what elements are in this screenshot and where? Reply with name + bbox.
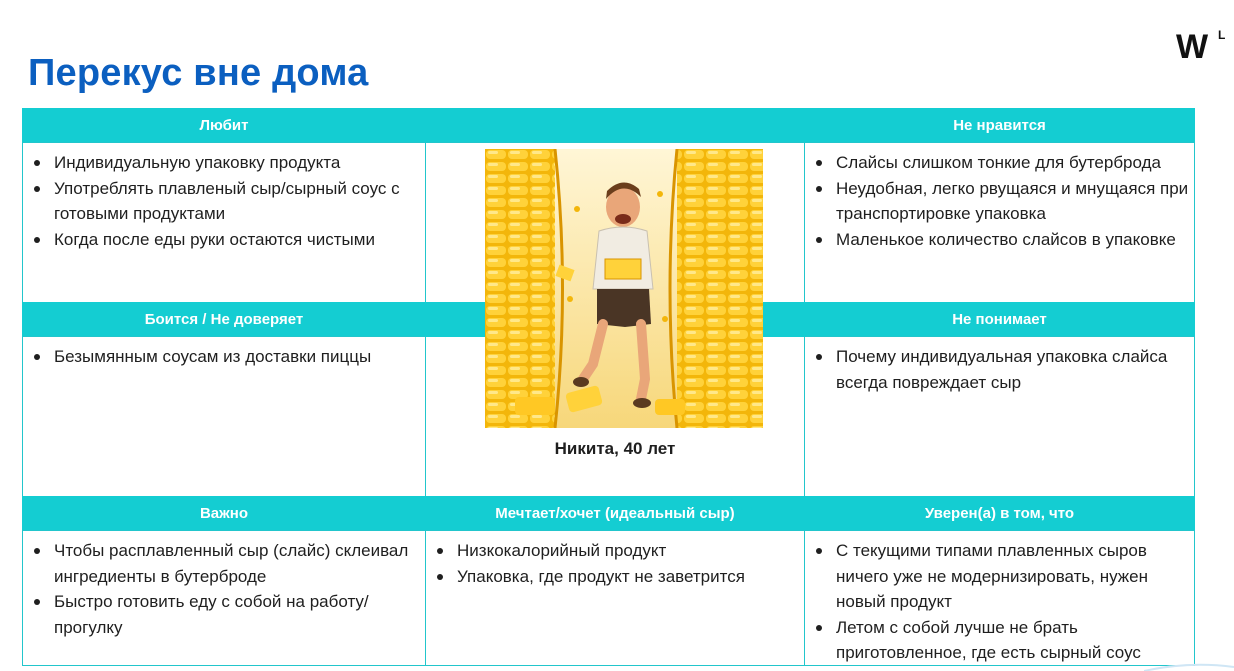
header-important: Важно bbox=[22, 496, 426, 531]
list-item: Безымянным соусам из доставки пиццы bbox=[54, 344, 425, 370]
list-item: Индивидуальную упаковку продукта bbox=[54, 150, 425, 176]
header-fears: Боится / Не доверяет bbox=[22, 302, 426, 337]
logo-superscript: L bbox=[1218, 28, 1226, 42]
list-item: Употреблять плавленый сыр/сырный соус с готовыми продуктами bbox=[54, 176, 425, 227]
list-dislikes bbox=[805, 150, 1194, 252]
list-item: С текущими типами плавленных сыров ничего уже не модернизировать, нужен новый продукт bbox=[836, 538, 1194, 615]
list-item: Упаковка, где продукт не заветрится bbox=[457, 564, 804, 590]
list-item: Слайсы слишком тонкие для бутерброда bbox=[836, 150, 1194, 176]
header-believes: Уверен(а) в том, что bbox=[804, 496, 1195, 531]
persona-grid bbox=[22, 108, 1195, 666]
logo-mark: W bbox=[1176, 28, 1209, 66]
cell-dreams bbox=[425, 530, 805, 666]
brand-logo bbox=[1176, 28, 1226, 68]
decorative-arc bbox=[1144, 663, 1234, 671]
cell-believes bbox=[804, 530, 1195, 666]
list-item: Низкокалорийный продукт bbox=[457, 538, 804, 564]
list-item: Чтобы расплавленный сыр (слайс) склеивал ингредиенты в бутерброде bbox=[54, 538, 425, 589]
cell-important bbox=[22, 530, 426, 666]
persona-illustration bbox=[485, 149, 763, 428]
header-not-understand: Не понимает bbox=[804, 302, 1195, 337]
list-important bbox=[23, 538, 425, 640]
list-item: Почему индивидуальная упаковка слайса всегда повреждает сыр bbox=[836, 344, 1194, 395]
list-believes bbox=[805, 538, 1194, 666]
header-center-top bbox=[425, 108, 805, 143]
list-dreams bbox=[426, 538, 804, 589]
cell-not-understand bbox=[804, 336, 1195, 497]
list-not-understand bbox=[805, 344, 1194, 395]
header-dreams: Мечтает/хочет (идеальный сыр) bbox=[425, 496, 805, 531]
list-item: Когда после еды руки остаются чистыми bbox=[54, 227, 425, 253]
list-item: Летом с собой лучше не брать приготовленное, где есть сырный соус bbox=[836, 615, 1194, 666]
list-fears bbox=[23, 344, 425, 370]
list-item: Быстро готовить еду с собой на работу/прогулку bbox=[54, 589, 425, 640]
list-item: Маленькое количество слайсов в упаковке bbox=[836, 227, 1194, 253]
persona-caption: Никита, 40 лет bbox=[554, 439, 676, 458]
page-title: Перекус вне дома bbox=[28, 52, 369, 94]
list-item: Неудобная, легко рвущаяся и мнущаяся при транспортировке упаковка bbox=[836, 176, 1194, 227]
cell-fears bbox=[22, 336, 426, 497]
header-dislikes: Не нравится bbox=[804, 108, 1195, 143]
cell-loves bbox=[22, 142, 426, 303]
list-loves bbox=[23, 150, 425, 252]
cell-dislikes bbox=[804, 142, 1195, 303]
header-loves: Любит bbox=[22, 108, 426, 143]
